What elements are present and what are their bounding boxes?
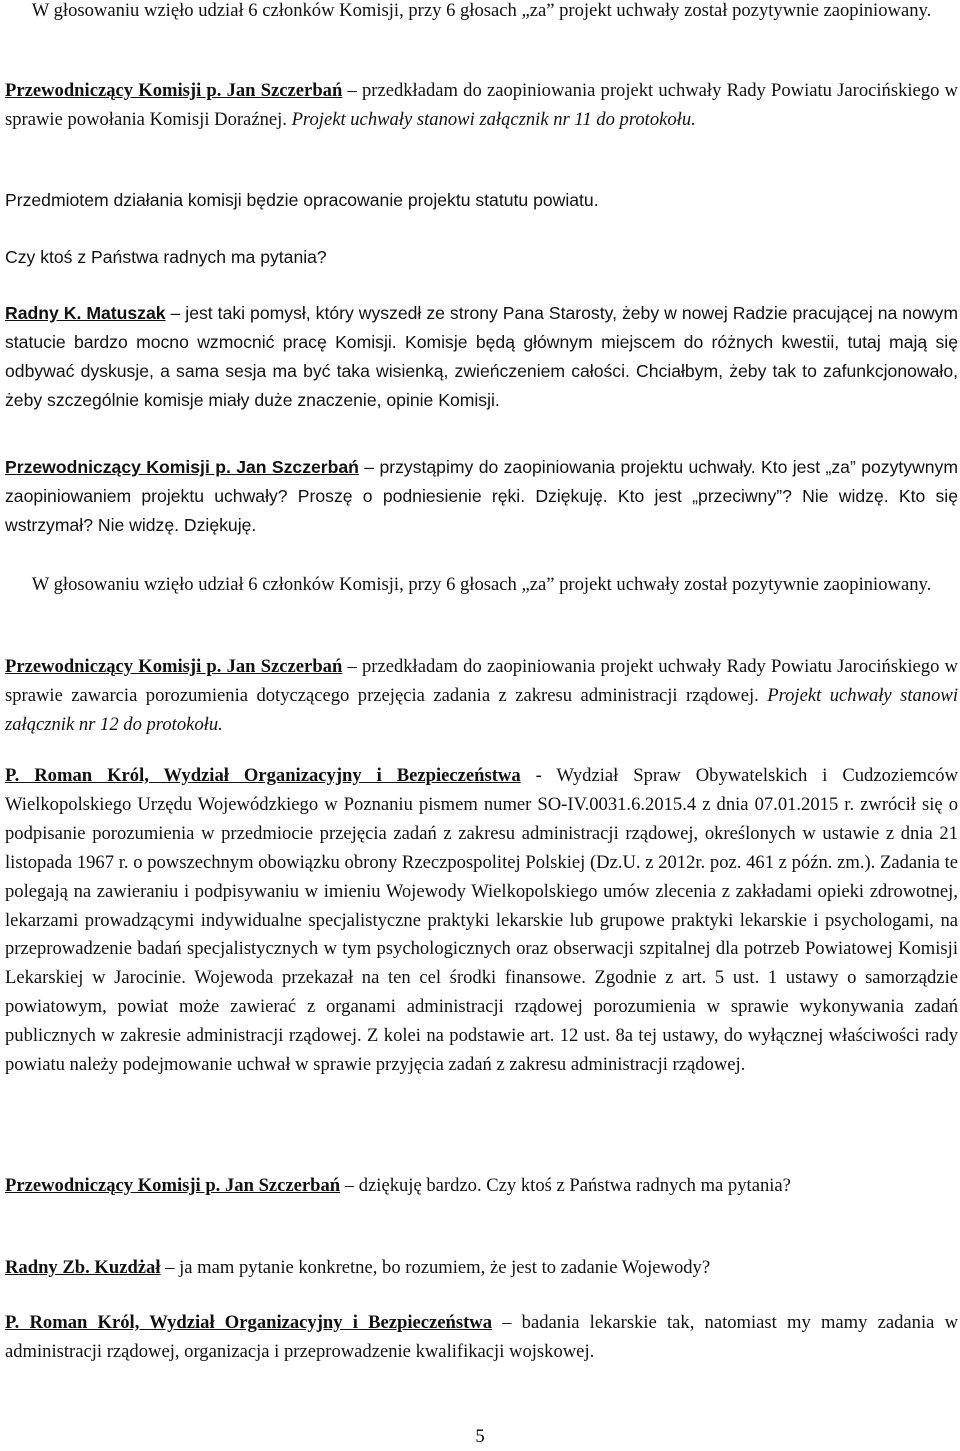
vote-result-text: W głosowaniu wzięło udział 6 członków Komisji, przy 6 głosach „za” projekt uchwały został pozytywnie zaopiniowany. <box>31 0 932 21</box>
vote-result-text: W głosowaniu wzięło udział 6 członków Komisji, przy 6 głosach „za” projekt uchwały został pozytywnie zaopiniowany. <box>31 574 932 595</box>
statement-text: – przedkładam do zaopiniowania projekt uchwały Rady Powiatu Jarocińskiego w sprawie zawarcia porozumienia dotyczącego przejęcia zadania z zakresu administracji rządowej. <box>5 656 958 706</box>
speaker-name: Przewodniczący Komisji p. Jan Szczerbań <box>5 80 343 101</box>
councillor-statement <box>5 299 958 415</box>
statement-text: – przedkładam do zaopiniowania projekt uchwały Rady Powiatu Jarocińskiego w sprawie powołania Komisji Doraźnej. <box>5 80 958 130</box>
department-statement <box>5 1309 958 1367</box>
chairman-statement <box>5 453 958 540</box>
statement-text: – badania lekarskie tak, natomiast my mamy zadania w administracji rządowej, organizacja i przeprowadzenie kwalifikacji wojskowej. <box>5 1312 958 1362</box>
page-number: 5 <box>475 1426 485 1447</box>
statement-text: – jest taki pomysł, który wyszedł ze strony Pana Starosty, żeby w nowej Radzie pracującej na nowym statucie bardzo mocno wzmocnić pracę Komisji. Komisje będą głównym miejscem do różnych kwestii, tutaj mają się odbywać dyskusje, a sama sesja ma być taka wisienką, zwieńczeniem całości. Chciałbym, żeby tak to zafunkcjonowało, żeby szczególnie komisje miały duże znaczenie, opinie Komisji. <box>5 303 958 410</box>
attachment-note: Projekt uchwały stanowi załącznik nr 11 do protokołu. <box>291 108 696 130</box>
speaker-name: P. Roman Król, Wydział Organizacyjny i Bezpieczeństwa <box>5 765 521 786</box>
question-prompt <box>5 243 958 272</box>
speaker-name: Radny Zb. Kuzdżał <box>5 1257 161 1278</box>
commission-purpose <box>5 186 958 215</box>
chairman-statement <box>5 1172 958 1201</box>
statement-text: - Wydział Spraw Obywatelskich i Cudzoziemców Wielkopolskiego Urzędu Wojewódzkiego w Poznaniu pismem numer SO-IV.0031.6.2015.4 z dnia 07.01.2015 r. zwrócił się o podpisanie porozumienia w przedmiocie przejęcia zadań z zakresu administracji rządowej, określonych w ustawie z dnia 21 listopada 1967 r. o powszechnym obowiązku obrony Rzeczpospolitej Polskiej (Dz.U. z 2012r. poz. 461 z późn. zm.). Zadania te polegają na zawieraniu i podpisywaniu w imieniu Wojewody Wielkopolskiego umów zlecenia z zakładami opieki zdrowotnej, lekarzami prowadzącymi indywidualne specjalistyczne praktyki lekarskie lub grupowe praktyki lekarskie i psychologami, na przeprowadzenie badań specjalistycznych w tym psychologicznych oraz obserwacji szpitalnej dla potrzeb Powiatowej Komisji Lekarskiej w Jarocinie. Wojewoda przekazał na ten cel środki finansowe. Zgodnie z art. 5 ust. 1 ustawy o samorządzie powiatowym, powiat może zawierać z organami administracji rządowej porozumienia w sprawie wykonywania zadań publicznych w zakresie administracji rządowej. Z kolei na podstawie art. 12 ust. 8a tej ustawy, do wyłącznej właściwości rady powiatu należy podejmowanie uchwał w sprawie przyjęcia zadań z zakresu administracji rządowej. <box>5 765 958 1076</box>
chairman-statement <box>5 77 958 135</box>
statement-text: – przystąpimy do zaopiniowania projektu uchwały. Kto jest „za” pozytywnym zaopiniowaniem projektu uchwały? Proszę o podniesienie ręki. Dziękuję. Kto jest „przeciwny”? Nie widzę. Kto się wstrzymał? Nie widzę. Dziękuję. <box>5 457 958 535</box>
statement-text: Czy ktoś z Państwa radnych ma pytania? <box>5 247 327 267</box>
speaker-name: Przewodniczący Komisji p. Jan Szczerbań <box>5 656 343 677</box>
attachment-note: Projekt uchwały stanowi załącznik nr 12 do protokołu. <box>5 684 958 735</box>
councillor-question <box>5 1254 958 1283</box>
vote-result-paragraph <box>5 571 958 600</box>
speaker-name: Przewodniczący Komisji p. Jan Szczerbań <box>5 1175 341 1196</box>
department-statement <box>5 762 958 1080</box>
chairman-statement <box>5 653 958 740</box>
statement-text: Przedmiotem działania komisji będzie opracowanie projektu statutu powiatu. <box>5 190 599 210</box>
statement-text: – ja mam pytanie konkretne, bo rozumiem, że jest to zadanie Wojewody? <box>160 1257 711 1278</box>
statement-text: – dziękuję bardzo. Czy ktoś z Państwa radnych ma pytania? <box>340 1175 791 1196</box>
speaker-name: P. Roman Król, Wydział Organizacyjny i Bezpieczeństwa <box>5 1312 493 1333</box>
vote-result-paragraph <box>5 0 958 26</box>
speaker-name: Przewodniczący Komisji p. Jan Szczerbań <box>5 457 359 477</box>
speaker-name: Radny K. Matuszak <box>5 303 166 323</box>
